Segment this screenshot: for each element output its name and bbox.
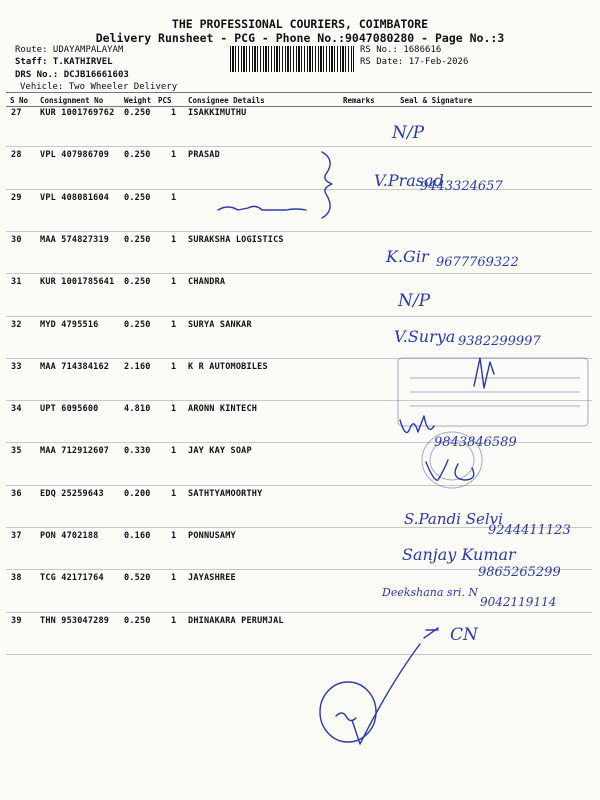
- row-weight: 0.330: [124, 446, 151, 457]
- row-consignee: PONNUSAMY: [188, 531, 236, 541]
- company-title: THE PROFESSIONAL COURIERS, COIMBATORE: [171, 17, 429, 31]
- sig-38-phone: 9042119114: [480, 595, 557, 609]
- signature-scribble: [320, 644, 420, 744]
- rs-number: RS No.: 1686616: [360, 45, 442, 55]
- row-weight: 0.160: [124, 531, 151, 541]
- sig-37-phone: 9865265299: [478, 565, 561, 580]
- sig-38: Deekshana sri. N: [382, 586, 478, 599]
- row-consignee: ARONN KINTECH: [188, 404, 258, 415]
- row-pcs: 1: [171, 488, 177, 499]
- sig-34-phone: 9843846589: [434, 435, 517, 450]
- row-pcs: 1: [171, 615, 177, 626]
- row-pcs: 1: [171, 404, 177, 415]
- row-pcs: 1: [171, 192, 177, 203]
- row-pcs: 1: [171, 150, 177, 161]
- row-sno: 31: [11, 277, 22, 288]
- row-weight: 0.250: [124, 234, 151, 245]
- row-consignment-no: KUR 1001785641: [40, 277, 115, 288]
- row-consignee: JAY KAY SOAP: [188, 446, 252, 457]
- rs-date: RS Date: 17-Feb-2026: [360, 57, 469, 67]
- row-consignee: DHINAKARA PERUMJAL: [188, 615, 284, 626]
- row-pcs: 1: [171, 108, 177, 118]
- brace-mark: [322, 152, 332, 218]
- row-pcs: 1: [171, 277, 177, 288]
- sig-32-phone: 9382299997: [458, 334, 541, 349]
- col-sno: S No: [10, 96, 29, 105]
- sig-39-strike: [424, 628, 438, 638]
- row-consignment-no: UPT 6095600: [40, 404, 99, 415]
- row-sno: 38: [11, 573, 22, 584]
- row-consignment-no: KUR 1001769762: [40, 108, 115, 118]
- col-seal-signature: Seal & Signature: [400, 96, 473, 105]
- row-consignee: PRASAD: [188, 150, 220, 161]
- row-consignee: SURYA SANKAR: [188, 319, 252, 330]
- row-sno: 33: [11, 361, 22, 372]
- col-pcs: PCS: [158, 96, 172, 105]
- row-consignment-no: PON 4702188: [40, 531, 99, 541]
- rubber-stamp: [398, 358, 588, 488]
- row-consignment-no: THN 953047289: [40, 615, 110, 626]
- row-consignee: CHANDRA: [188, 277, 226, 288]
- row-consignment-no: MAA 714384162: [40, 361, 110, 372]
- sig-31: N/P: [398, 291, 431, 311]
- row-consignment-no: VPL 407986709: [40, 150, 110, 161]
- runsheet-subtitle: Delivery Runsheet - PCG - Phone No.:9047080280 - Page No.:3: [95, 31, 505, 45]
- row-pcs: 1: [171, 361, 177, 372]
- row-sno: 30: [11, 234, 22, 245]
- row-sno: 28: [11, 150, 22, 161]
- row-weight: 0.250: [124, 150, 151, 161]
- row-pcs: 1: [171, 573, 177, 584]
- row-consignee: ISAKKIMUTHU: [188, 108, 247, 118]
- sig-30: K.Gir: [386, 247, 429, 266]
- row-sno: 37: [11, 531, 22, 541]
- vehicle-label: Vehicle: Two Wheeler Delivery: [20, 82, 178, 92]
- row-weight: 0.250: [124, 615, 151, 626]
- row-consignee: SURAKSHA LOGISTICS: [188, 234, 284, 245]
- row-sno: 36: [11, 488, 22, 499]
- sig-28-phone: 9443324657: [420, 179, 503, 194]
- route-label: Route: UDAYAMPALAYAM: [15, 45, 124, 55]
- row-sno: 29: [11, 192, 22, 203]
- row-pcs: 1: [171, 234, 177, 245]
- sig-37: Sanjay Kumar: [402, 545, 516, 564]
- col-weight: Weight: [124, 96, 152, 105]
- drs-label: DRS No.: DCJB16661603: [15, 70, 129, 80]
- row-weight: 0.520: [124, 573, 151, 584]
- row-weight: 0.250: [124, 192, 151, 203]
- staff-label: Staff: T.KATHIRVEL: [15, 57, 113, 67]
- col-consignee: Consignee Details: [188, 96, 265, 105]
- row-consignment-no: MAA 574827319: [40, 234, 110, 245]
- row-sno: 34: [11, 404, 22, 415]
- sig-28: V.Prasad: [374, 171, 444, 190]
- sig-39: CN: [450, 625, 478, 645]
- row-weight: 0.250: [124, 277, 151, 288]
- row-sno: 39: [11, 615, 22, 626]
- ditto-mark: [218, 206, 306, 210]
- col-remarks: Remarks: [343, 96, 375, 105]
- row-weight: 0.200: [124, 488, 151, 499]
- row-consignee: JAYASHREE: [188, 573, 236, 584]
- row-consignment-no: EDQ 25259643: [40, 488, 104, 499]
- sig-33-mark: [474, 358, 494, 388]
- sig-32: V.Surya: [394, 327, 456, 346]
- sig-36: S.Pandi Selvi: [404, 510, 503, 528]
- row-weight: 0.250: [124, 108, 151, 118]
- row-pcs: 1: [171, 446, 177, 457]
- row-consignee: K R AUTOMOBILES: [188, 361, 268, 372]
- col-consignment: Consignment No: [40, 96, 104, 105]
- row-consignee: SATHTYAMOORTHY: [188, 488, 263, 499]
- sig-27: N/P: [392, 123, 425, 143]
- row-weight: 2.160: [124, 361, 151, 372]
- row-sno: 27: [11, 108, 22, 118]
- row-pcs: 1: [171, 319, 177, 330]
- row-weight: 0.250: [124, 319, 151, 330]
- row-consignment-no: MAA 712912607: [40, 446, 110, 457]
- row-sno: 32: [11, 319, 22, 330]
- sig-30-phone: 9677769322: [436, 255, 519, 270]
- row-pcs: 1: [171, 531, 177, 541]
- row-weight: 4.810: [124, 404, 151, 415]
- row-consignment-no: VPL 408081604: [40, 192, 110, 203]
- row-consignment-no: TCG 42171764: [40, 573, 104, 584]
- sig-36-phone: 9244411123: [488, 523, 571, 538]
- row-consignment-no: MYD 4795516: [40, 319, 99, 330]
- sig-34: [400, 416, 434, 433]
- row-sno: 35: [11, 446, 22, 457]
